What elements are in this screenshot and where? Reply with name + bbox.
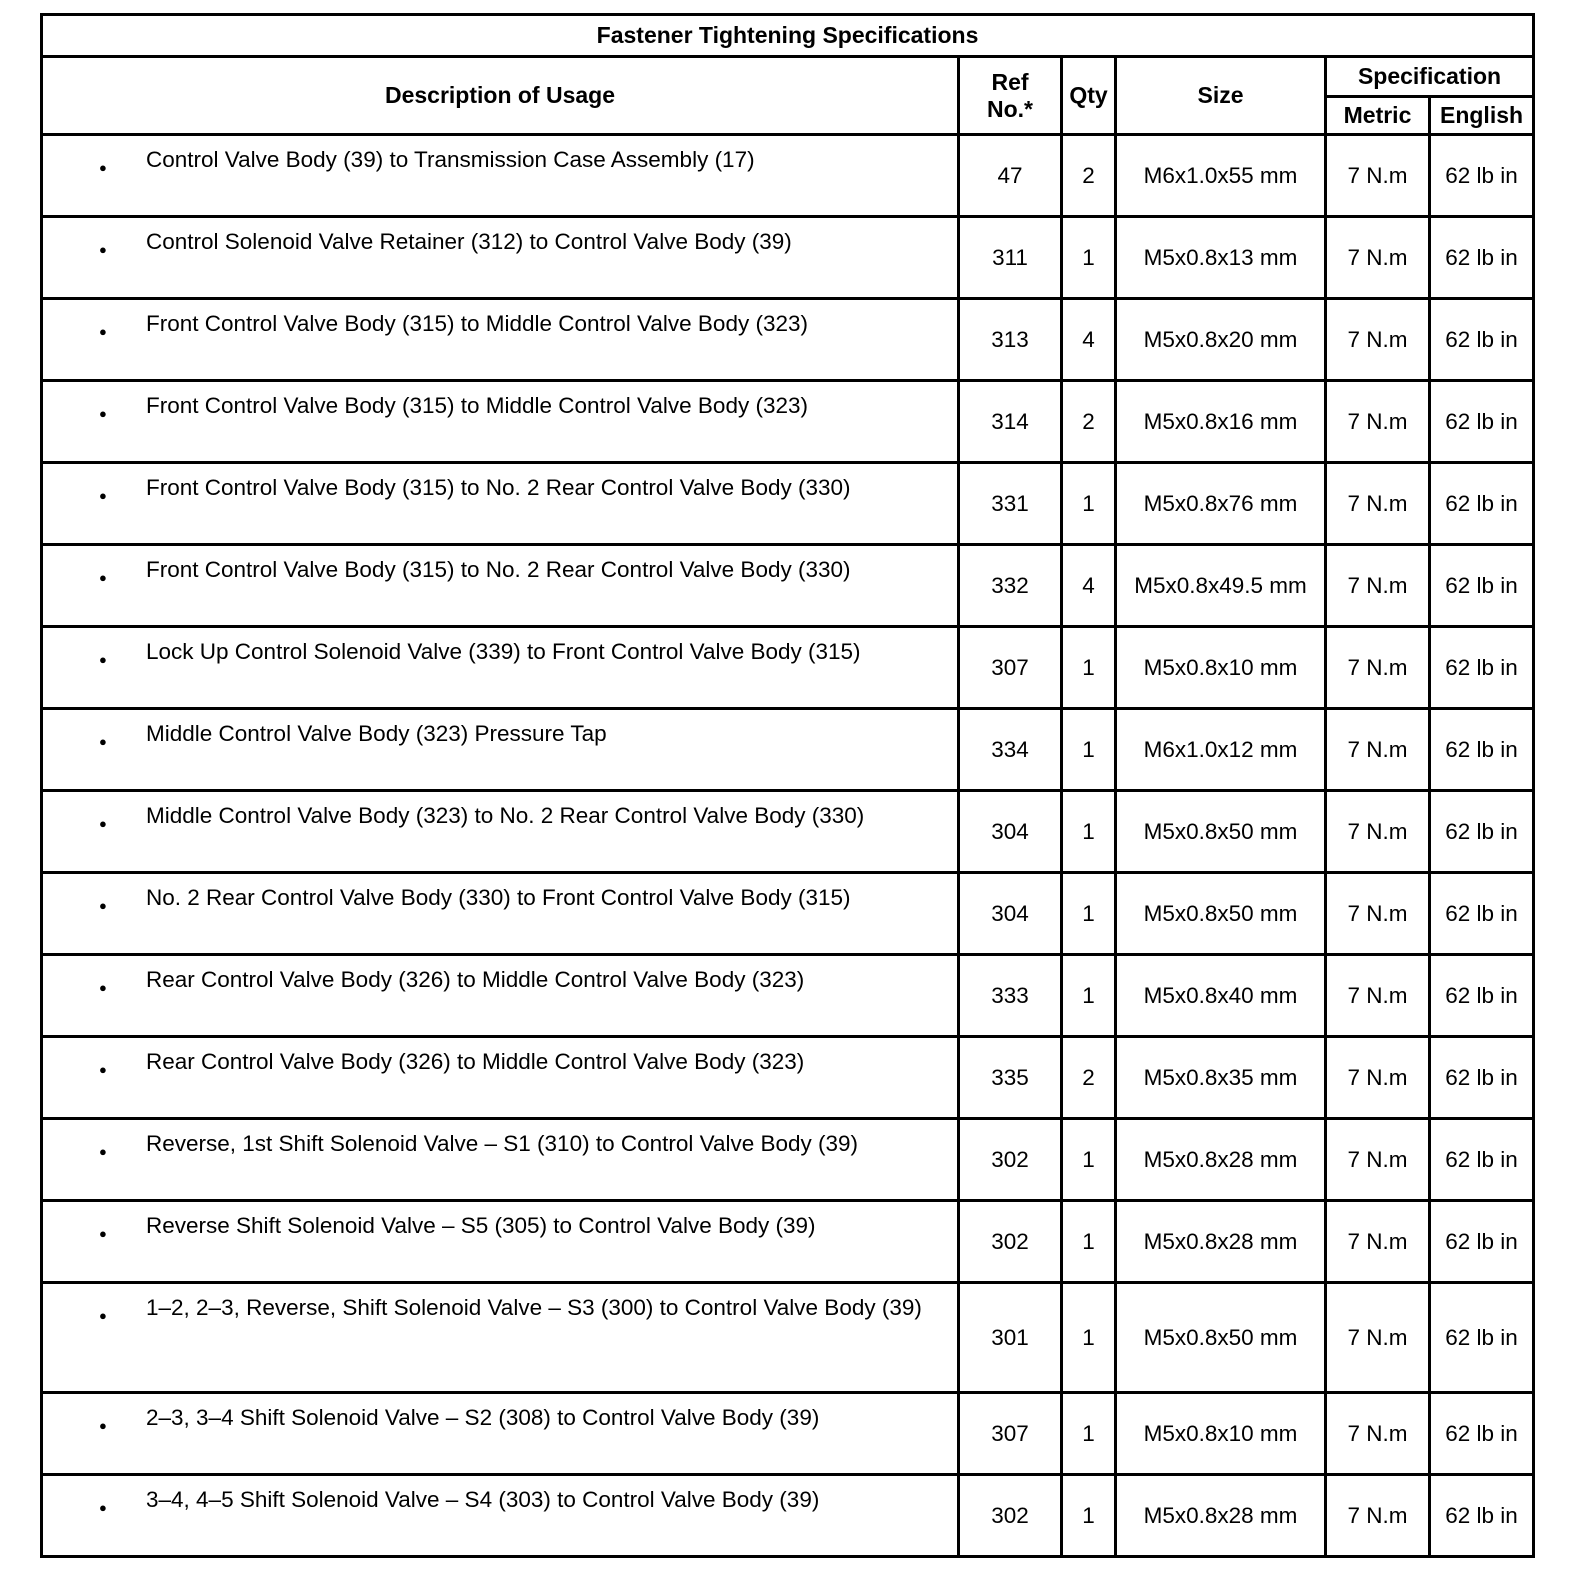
- metric-cell: 7 N.m: [1326, 1475, 1430, 1557]
- ref-no-cell: 311: [959, 217, 1062, 299]
- header-size: Size: [1116, 57, 1326, 135]
- metric-cell: 7 N.m: [1326, 299, 1430, 381]
- header-description: [42, 57, 959, 135]
- description-cell: [42, 1475, 959, 1557]
- description-text: Lock Up Control Solenoid Valve (339) to Front Control Valve Body (315): [146, 639, 861, 664]
- description-cell: [42, 135, 959, 217]
- metric-cell: 7 N.m: [1326, 1037, 1430, 1119]
- header-metric: Metric: [1326, 97, 1430, 135]
- qty-cell: 1: [1062, 791, 1116, 873]
- bullet-icon: ●: [99, 816, 107, 831]
- description-cell: [42, 545, 959, 627]
- description-cell: [42, 217, 959, 299]
- description-cell: [42, 873, 959, 955]
- description-text: Rear Control Valve Body (326) to Middle Control Valve Body (323): [146, 967, 805, 992]
- description-text: No. 2 Rear Control Valve Body (330) to Front Control Valve Body (315): [146, 885, 851, 910]
- description-text: 3–4, 4–5 Shift Solenoid Valve – S4 (303) to Control Valve Body (39): [146, 1487, 820, 1512]
- qty-cell: 1: [1062, 1475, 1116, 1557]
- english-cell: 62 lb in: [1430, 709, 1534, 791]
- table-row: [42, 299, 1534, 381]
- header-english: English: [1430, 97, 1534, 135]
- qty-cell: 2: [1062, 1037, 1116, 1119]
- metric-cell: 7 N.m: [1326, 873, 1430, 955]
- description-cell: [42, 299, 959, 381]
- bullet-icon: ●: [99, 1500, 107, 1515]
- english-cell: 62 lb in: [1430, 791, 1534, 873]
- size-cell: M5x0.8x28 mm: [1116, 1119, 1326, 1201]
- qty-cell: 1: [1062, 873, 1116, 955]
- qty-cell: 1: [1062, 1393, 1116, 1475]
- description-text: 1–2, 2–3, Reverse, Shift Solenoid Valve – S3 (300) to Control Valve Body (39): [146, 1295, 922, 1320]
- bullet-icon: ●: [99, 1226, 107, 1241]
- bullet-icon: ●: [99, 324, 107, 339]
- table-row: [42, 1283, 1534, 1393]
- size-cell: M5x0.8x28 mm: [1116, 1201, 1326, 1283]
- english-cell: 62 lb in: [1430, 1283, 1534, 1393]
- table-row: [42, 873, 1534, 955]
- metric-cell: 7 N.m: [1326, 463, 1430, 545]
- ref-no-cell: 332: [959, 545, 1062, 627]
- size-cell: M5x0.8x10 mm: [1116, 1393, 1326, 1475]
- english-cell: 62 lb in: [1430, 873, 1534, 955]
- metric-cell: 7 N.m: [1326, 1119, 1430, 1201]
- size-cell: M5x0.8x76 mm: [1116, 463, 1326, 545]
- description-text: Front Control Valve Body (315) to No. 2 Rear Control Valve Body (330): [146, 475, 851, 500]
- header-ref-no: [959, 57, 1062, 135]
- ref-no-cell: 302: [959, 1201, 1062, 1283]
- description-text: 2–3, 3–4 Shift Solenoid Valve – S2 (308) to Control Valve Body (39): [146, 1405, 820, 1430]
- english-cell: 62 lb in: [1430, 1393, 1534, 1475]
- fastener-spec-table: [40, 13, 1535, 1558]
- english-cell: 62 lb in: [1430, 1119, 1534, 1201]
- metric-cell: 7 N.m: [1326, 1283, 1430, 1393]
- english-cell: 62 lb in: [1430, 299, 1534, 381]
- metric-cell: 7 N.m: [1326, 709, 1430, 791]
- size-cell: M6x1.0x12 mm: [1116, 709, 1326, 791]
- bullet-icon: ●: [99, 160, 107, 175]
- table-row: [42, 135, 1534, 217]
- description-text: Control Valve Body (39) to Transmission Case Assembly (17): [146, 147, 755, 172]
- qty-cell: 1: [1062, 709, 1116, 791]
- table-row: [42, 1119, 1534, 1201]
- english-cell: 62 lb in: [1430, 381, 1534, 463]
- table-row: [42, 791, 1534, 873]
- metric-cell: 7 N.m: [1326, 791, 1430, 873]
- header-qty: Qty: [1062, 57, 1116, 135]
- english-cell: 62 lb in: [1430, 1037, 1534, 1119]
- english-cell: 62 lb in: [1430, 1201, 1534, 1283]
- size-cell: M5x0.8x50 mm: [1116, 1283, 1326, 1393]
- ref-no-cell: 47: [959, 135, 1062, 217]
- header-ref-line1: Ref: [991, 68, 1029, 95]
- description-cell: [42, 1283, 959, 1393]
- bullet-icon: ●: [99, 734, 107, 749]
- header-specification: Specification: [1326, 57, 1534, 97]
- description-text: Middle Control Valve Body (323) Pressure Tap: [146, 721, 607, 746]
- table-row: [42, 1037, 1534, 1119]
- bullet-icon: ●: [99, 1062, 107, 1077]
- qty-cell: 1: [1062, 1119, 1116, 1201]
- description-text: Front Control Valve Body (315) to Middle Control Valve Body (323): [146, 393, 808, 418]
- size-cell: M5x0.8x28 mm: [1116, 1475, 1326, 1557]
- metric-cell: 7 N.m: [1326, 135, 1430, 217]
- description-text: Reverse, 1st Shift Solenoid Valve – S1 (310) to Control Valve Body (39): [146, 1131, 859, 1156]
- qty-cell: 1: [1062, 1201, 1116, 1283]
- qty-cell: 1: [1062, 627, 1116, 709]
- table-row: [42, 955, 1534, 1037]
- bullet-icon: ●: [99, 1418, 107, 1433]
- table-row: [42, 545, 1534, 627]
- ref-no-cell: 302: [959, 1119, 1062, 1201]
- description-cell: [42, 1393, 959, 1475]
- metric-cell: 7 N.m: [1326, 217, 1430, 299]
- ref-no-cell: 334: [959, 709, 1062, 791]
- description-cell: [42, 627, 959, 709]
- table-row: [42, 1475, 1534, 1557]
- bullet-icon: ●: [99, 406, 107, 421]
- table-body: [42, 135, 1534, 1557]
- size-cell: M5x0.8x16 mm: [1116, 381, 1326, 463]
- qty-cell: 2: [1062, 135, 1116, 217]
- description-text: Reverse Shift Solenoid Valve – S5 (305) to Control Valve Body (39): [146, 1213, 816, 1238]
- table-row: [42, 627, 1534, 709]
- size-cell: M5x0.8x20 mm: [1116, 299, 1326, 381]
- ref-no-cell: 304: [959, 791, 1062, 873]
- bullet-icon: ●: [99, 980, 107, 995]
- bullet-icon: ●: [99, 1144, 107, 1159]
- description-text: Rear Control Valve Body (326) to Middle Control Valve Body (323): [146, 1049, 805, 1074]
- description-cell: [42, 709, 959, 791]
- qty-cell: 1: [1062, 1283, 1116, 1393]
- qty-cell: 1: [1062, 463, 1116, 545]
- ref-no-cell: 333: [959, 955, 1062, 1037]
- table-row: [42, 463, 1534, 545]
- ref-no-cell: 313: [959, 299, 1062, 381]
- ref-no-cell: 331: [959, 463, 1062, 545]
- size-cell: M5x0.8x49.5 mm: [1116, 545, 1326, 627]
- size-cell: M5x0.8x10 mm: [1116, 627, 1326, 709]
- english-cell: 62 lb in: [1430, 135, 1534, 217]
- header-ref-line2: No.*: [987, 95, 1033, 122]
- english-cell: 62 lb in: [1430, 627, 1534, 709]
- description-text: Control Solenoid Valve Retainer (312) to Control Valve Body (39): [146, 229, 792, 254]
- english-cell: 62 lb in: [1430, 463, 1534, 545]
- description-cell: [42, 463, 959, 545]
- qty-cell: 1: [1062, 217, 1116, 299]
- description-cell: [42, 791, 959, 873]
- metric-cell: 7 N.m: [1326, 381, 1430, 463]
- english-cell: 62 lb in: [1430, 1475, 1534, 1557]
- english-cell: 62 lb in: [1430, 545, 1534, 627]
- size-cell: M5x0.8x13 mm: [1116, 217, 1326, 299]
- bullet-icon: ●: [99, 488, 107, 503]
- ref-no-cell: 307: [959, 1393, 1062, 1475]
- size-cell: M6x1.0x55 mm: [1116, 135, 1326, 217]
- description-cell: [42, 1119, 959, 1201]
- metric-cell: 7 N.m: [1326, 1201, 1430, 1283]
- qty-cell: 4: [1062, 545, 1116, 627]
- table-row: [42, 381, 1534, 463]
- metric-cell: 7 N.m: [1326, 545, 1430, 627]
- description-text: Front Control Valve Body (315) to No. 2 Rear Control Valve Body (330): [146, 557, 851, 582]
- table-row: [42, 217, 1534, 299]
- bullet-icon: ●: [99, 1308, 107, 1323]
- header-description-label: Description of Usage: [384, 82, 616, 108]
- ref-no-cell: 314: [959, 381, 1062, 463]
- ref-no-cell: 307: [959, 627, 1062, 709]
- qty-cell: 1: [1062, 955, 1116, 1037]
- bullet-icon: ●: [99, 242, 107, 257]
- metric-cell: 7 N.m: [1326, 955, 1430, 1037]
- qty-cell: 4: [1062, 299, 1116, 381]
- english-cell: 62 lb in: [1430, 955, 1534, 1037]
- metric-cell: 7 N.m: [1326, 1393, 1430, 1475]
- description-cell: [42, 1201, 959, 1283]
- ref-no-cell: 335: [959, 1037, 1062, 1119]
- description-cell: [42, 381, 959, 463]
- description-cell: [42, 955, 959, 1037]
- description-text: Middle Control Valve Body (323) to No. 2 Rear Control Valve Body (330): [146, 803, 865, 828]
- size-cell: M5x0.8x35 mm: [1116, 1037, 1326, 1119]
- description-text: Front Control Valve Body (315) to Middle Control Valve Body (323): [146, 311, 808, 336]
- english-cell: 62 lb in: [1430, 217, 1534, 299]
- qty-cell: 2: [1062, 381, 1116, 463]
- bullet-icon: ●: [99, 898, 107, 913]
- table-title: Fastener Tightening Specifications: [42, 15, 1534, 57]
- table-row: [42, 1393, 1534, 1475]
- size-cell: M5x0.8x50 mm: [1116, 791, 1326, 873]
- size-cell: M5x0.8x40 mm: [1116, 955, 1326, 1037]
- bullet-icon: ●: [99, 570, 107, 585]
- ref-no-cell: 304: [959, 873, 1062, 955]
- description-cell: [42, 1037, 959, 1119]
- size-cell: M5x0.8x50 mm: [1116, 873, 1326, 955]
- metric-cell: 7 N.m: [1326, 627, 1430, 709]
- table-row: [42, 1201, 1534, 1283]
- bullet-icon: ●: [99, 652, 107, 667]
- ref-no-cell: 302: [959, 1475, 1062, 1557]
- ref-no-cell: 301: [959, 1283, 1062, 1393]
- table-row: [42, 709, 1534, 791]
